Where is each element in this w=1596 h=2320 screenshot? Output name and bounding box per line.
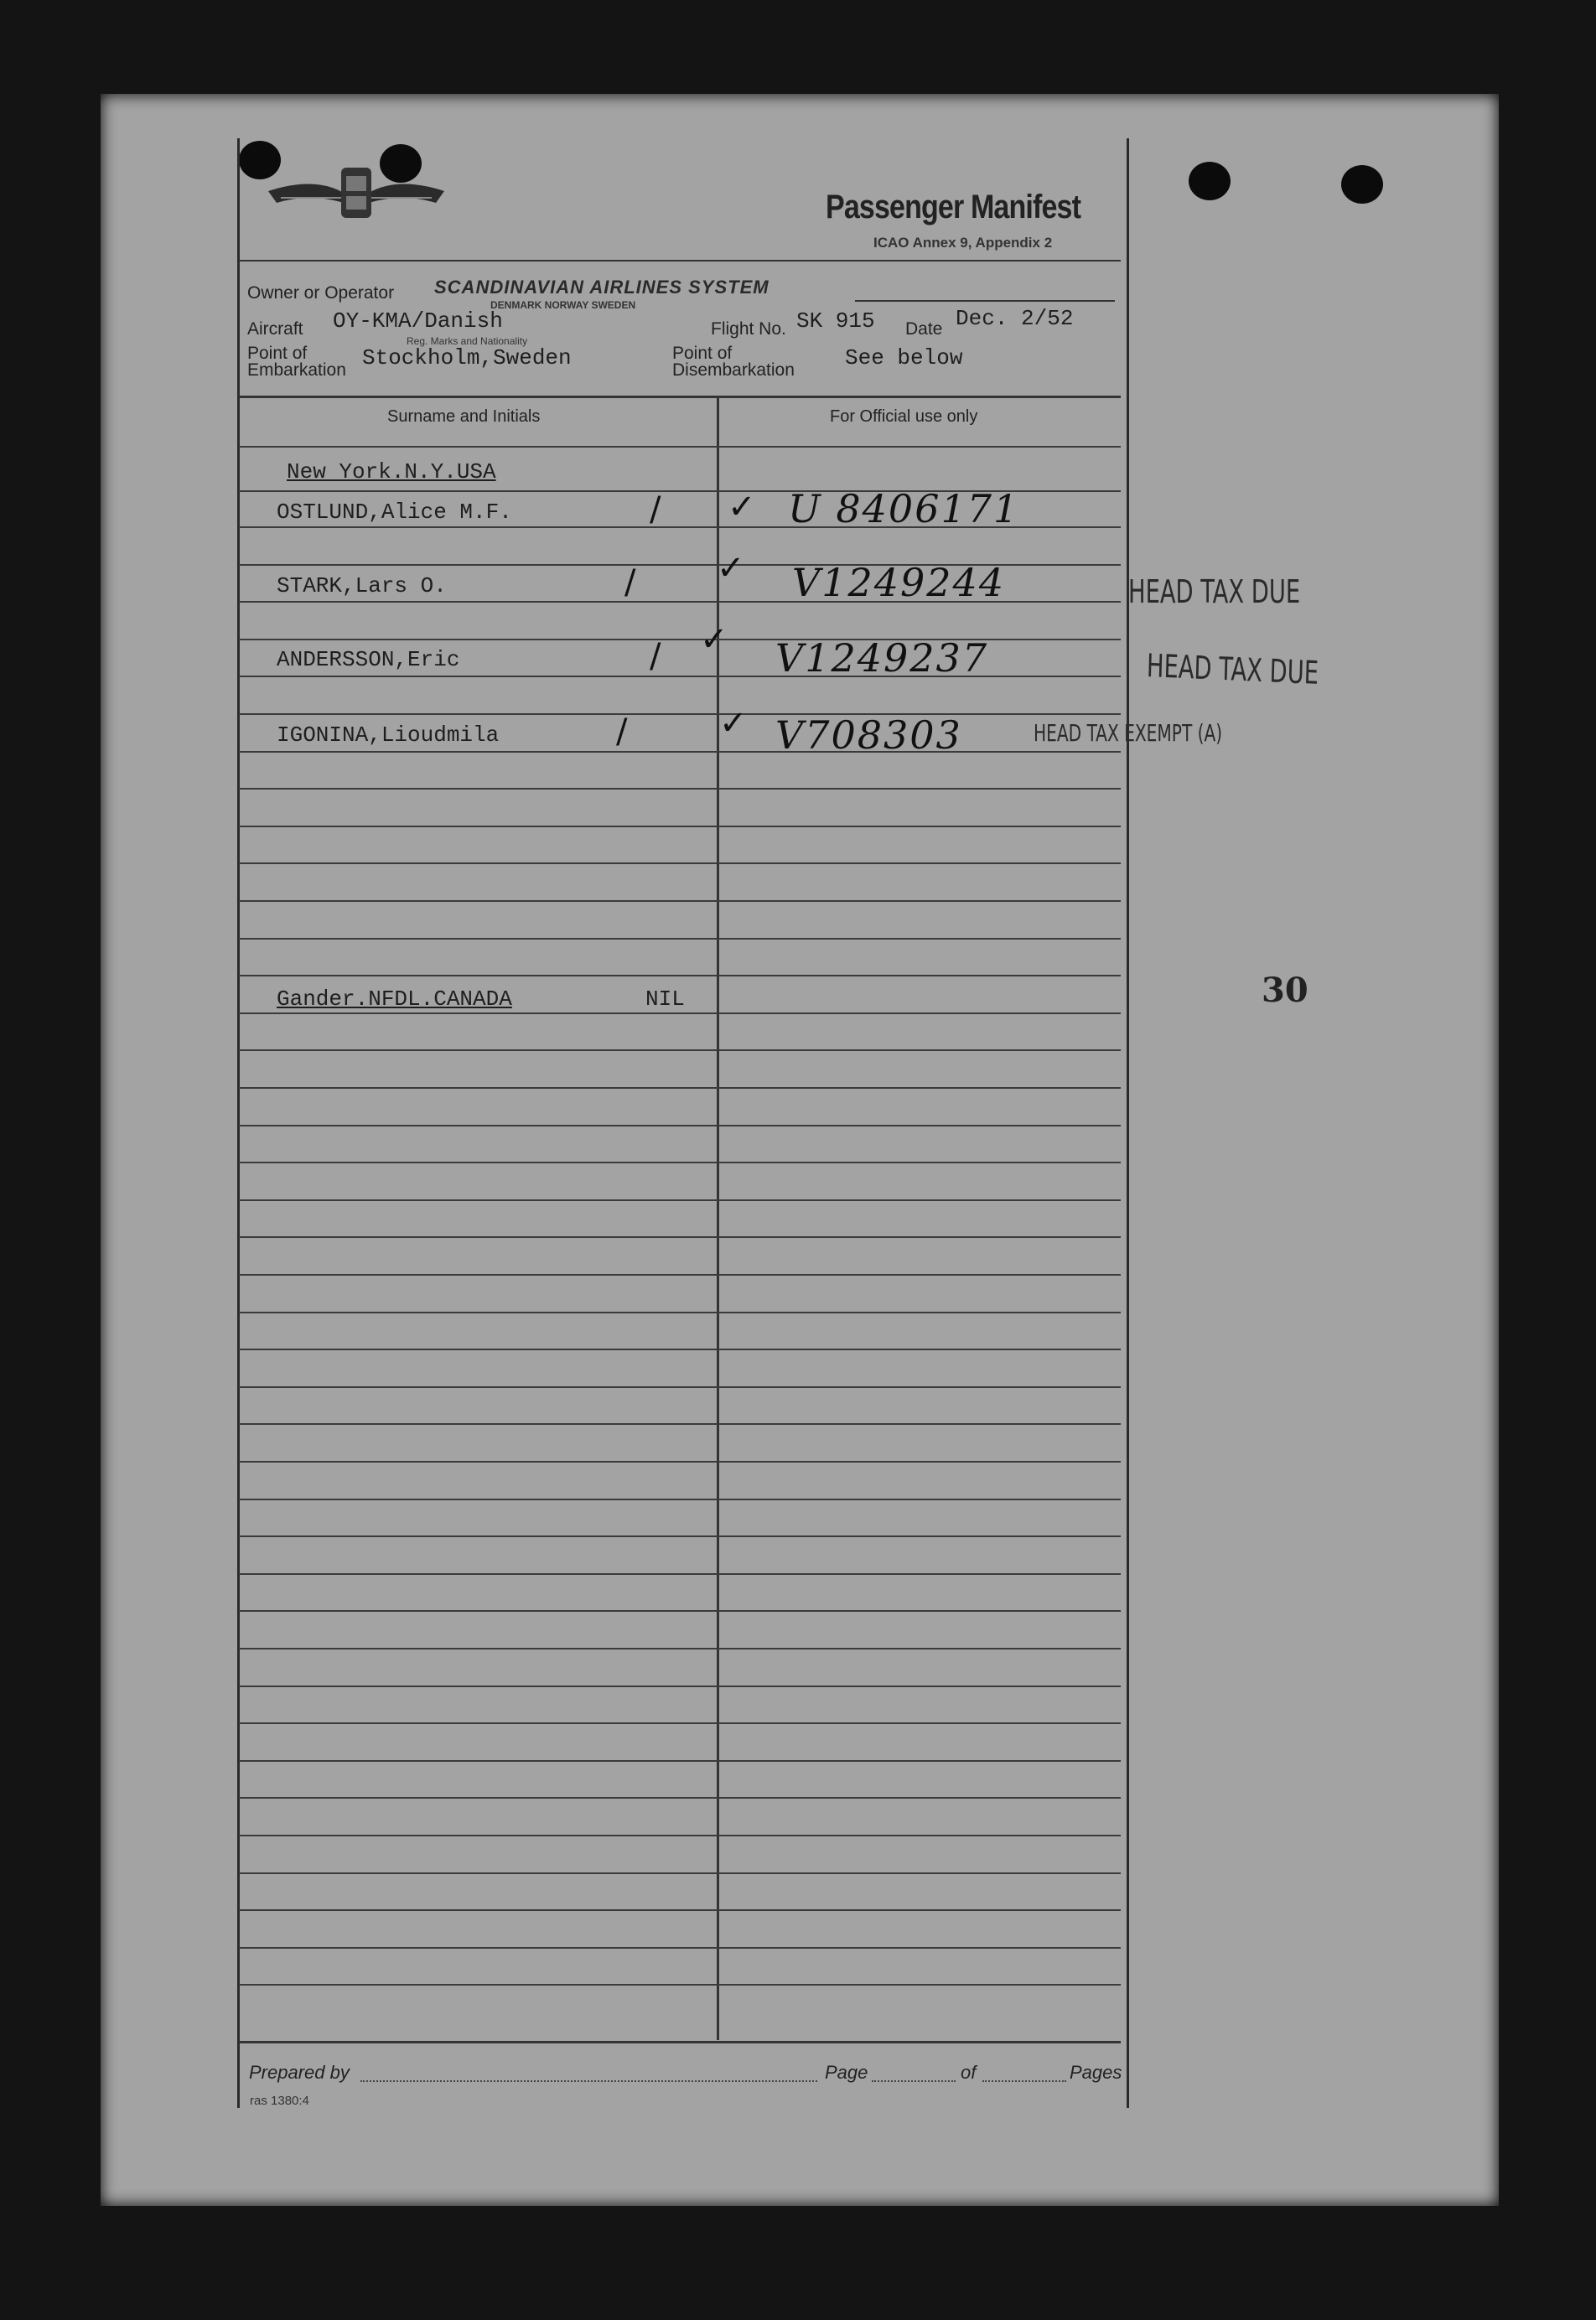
table-rule-line bbox=[239, 1087, 1121, 1089]
date-label: Date bbox=[905, 319, 943, 339]
page-label: Page bbox=[825, 2062, 868, 2083]
pages-label: Pages bbox=[1070, 2062, 1122, 2083]
reg-marks-label: Reg. Marks and Nationality bbox=[407, 335, 528, 347]
airline-wings-logo bbox=[264, 159, 448, 235]
table-rule-line bbox=[239, 900, 1121, 902]
prepared-by-line bbox=[360, 2080, 817, 2082]
table-rule-line bbox=[239, 1835, 1121, 1836]
checkmark-icon: / bbox=[650, 637, 661, 676]
page-line bbox=[872, 2080, 956, 2082]
disembark-label-2: Disembarkation bbox=[672, 360, 795, 380]
countries-line: DENMARK NORWAY SWEDEN bbox=[490, 299, 636, 311]
aircraft-value: OY-KMA/Danish bbox=[333, 308, 503, 334]
table-rule-line bbox=[239, 1423, 1121, 1425]
passenger-name: ANDERSSON,Eric bbox=[277, 647, 460, 672]
official-number: V1249237 bbox=[775, 635, 989, 681]
table-rule-line bbox=[239, 751, 1121, 753]
table-rule-line bbox=[239, 1349, 1121, 1350]
owner-label: Owner or Operator bbox=[247, 283, 395, 303]
table-rule-line bbox=[239, 1909, 1121, 1911]
destination-note: NIL bbox=[645, 987, 685, 1012]
table-rule-line bbox=[239, 1274, 1121, 1276]
of-label: of bbox=[961, 2062, 977, 2083]
passenger-name: IGONINA,Lioudmila bbox=[277, 722, 500, 748]
aircraft-label: Aircraft bbox=[247, 319, 303, 339]
table-rule-line bbox=[239, 1648, 1121, 1649]
table-rule-line bbox=[239, 788, 1121, 790]
destination-heading: New York.N.Y.USA bbox=[287, 459, 496, 484]
checkmark-icon: / bbox=[624, 563, 636, 602]
form-title: Passenger Manifest bbox=[826, 189, 1081, 225]
owner-line bbox=[855, 300, 1115, 302]
table-rule-line bbox=[239, 1461, 1121, 1463]
table-rule-line bbox=[239, 1236, 1121, 1238]
table-rule-line bbox=[239, 1312, 1121, 1313]
disembark-value: See below bbox=[845, 345, 963, 370]
table-rule-line bbox=[239, 1760, 1121, 1762]
table-rule-line bbox=[239, 1535, 1121, 1537]
table-rule-line bbox=[239, 1386, 1121, 1388]
head-tax-stamp: HEAD TAX DUE bbox=[1128, 573, 1301, 610]
passenger-name: STARK,Lars O. bbox=[277, 573, 447, 598]
table-rule-line bbox=[239, 1872, 1121, 1874]
checkmark-icon: ✓ bbox=[700, 620, 728, 659]
table-rule-line bbox=[239, 1162, 1121, 1163]
official-number: U 8406171 bbox=[788, 486, 1020, 531]
head-tax-stamp: HEAD TAX DUE bbox=[1146, 647, 1319, 691]
head-tax-exempt-stamp: HEAD TAX EXEMPT (A) bbox=[1034, 719, 1223, 747]
punch-hole bbox=[1189, 162, 1231, 200]
col-surname-header: Surname and Initials bbox=[387, 407, 541, 426]
page-number: 30 bbox=[1262, 971, 1308, 1010]
checkmark-icon: / bbox=[650, 490, 661, 529]
form-number: ras 1380:4 bbox=[250, 2094, 309, 2108]
pages-line bbox=[982, 2080, 1066, 2082]
table-rule-line bbox=[239, 1573, 1121, 1575]
owner-value: SCANDINAVIAN AIRLINES SYSTEM bbox=[434, 277, 770, 298]
flight-value: SK 915 bbox=[796, 308, 875, 334]
table-rule-line bbox=[239, 1722, 1121, 1724]
table-rule-line bbox=[239, 1797, 1121, 1799]
form-subtitle: ICAO Annex 9, Appendix 2 bbox=[873, 235, 1053, 251]
official-number: V1249244 bbox=[792, 560, 1006, 605]
table-rule-line bbox=[239, 676, 1121, 677]
punch-hole bbox=[1341, 165, 1383, 204]
table-rule-line bbox=[239, 1947, 1121, 1949]
table-rule-line bbox=[239, 938, 1121, 940]
disembark-label-1: Point of bbox=[672, 344, 733, 363]
table-rule-line bbox=[239, 713, 1121, 715]
checkmark-icon: ✓ bbox=[719, 704, 748, 743]
table-rule-line bbox=[239, 1499, 1121, 1500]
col-official-header: For Official use only bbox=[830, 407, 978, 426]
table-rule-line bbox=[239, 1610, 1121, 1612]
table-rule-line bbox=[239, 639, 1121, 640]
table-rule-line bbox=[239, 1049, 1121, 1051]
checkmark-icon: ✓ bbox=[728, 488, 756, 526]
embark-label-1: Point of bbox=[247, 344, 308, 363]
table-rule-line bbox=[239, 1984, 1121, 1986]
table-rule-line bbox=[239, 975, 1121, 976]
passenger-name: OSTLUND,Alice M.F. bbox=[277, 500, 512, 525]
table-rule-line bbox=[239, 1686, 1121, 1687]
flight-label: Flight No. bbox=[711, 319, 786, 339]
prepared-by-label: Prepared by bbox=[249, 2062, 350, 2083]
table-bottom-rule bbox=[239, 2041, 1121, 2043]
header-divider bbox=[239, 260, 1121, 262]
embark-value: Stockholm,Sweden bbox=[362, 345, 572, 370]
official-number: V708303 bbox=[775, 712, 962, 758]
table-rule-line bbox=[239, 446, 1121, 448]
table-top-rule bbox=[239, 396, 1121, 398]
checkmark-icon: ✓ bbox=[717, 549, 745, 588]
manifest-form bbox=[237, 138, 1129, 2108]
table-rule-line bbox=[239, 1012, 1121, 1014]
embark-label-2: Embarkation bbox=[247, 360, 346, 380]
checkmark-icon: / bbox=[616, 712, 628, 751]
table-rule-line bbox=[239, 1199, 1121, 1201]
table-rule-line bbox=[239, 862, 1121, 864]
table-rule-line bbox=[239, 826, 1121, 827]
table-rule-line bbox=[239, 1125, 1121, 1126]
date-value: Dec. 2/52 bbox=[956, 306, 1074, 331]
destination-heading: Gander.NFDL.CANADA bbox=[277, 987, 512, 1012]
